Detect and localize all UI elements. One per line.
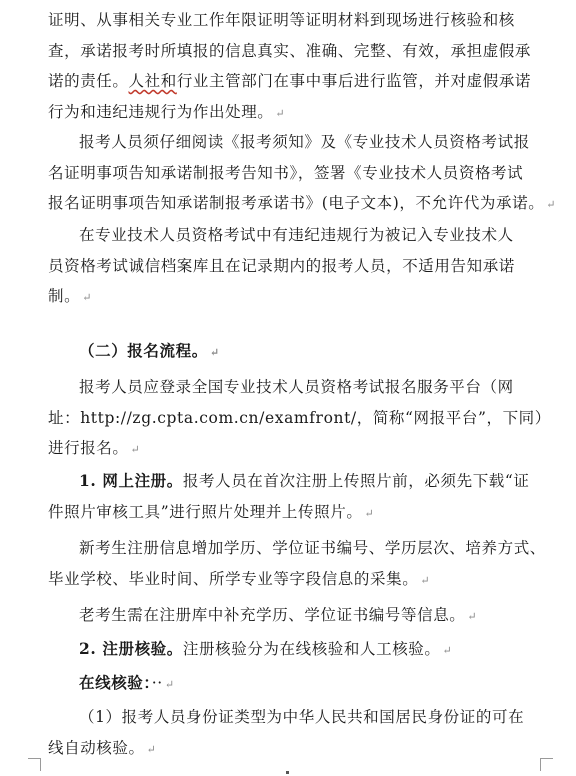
text-line: （1）报考人员身份证类型为中华人民共和国居民身份证的可在 bbox=[79, 708, 525, 726]
text-line: 员资格考试诚信档案库且在记录期内的报考人员，不适用告知承诺 bbox=[48, 256, 515, 275]
text-line: 在专业技术人员资格考试中有违纪违规行为被记入专业技术人 bbox=[79, 226, 514, 244]
text-line: 查，承诺报考时所填报的信息真实、准确、完整、有效，承担虚假承 bbox=[48, 41, 532, 60]
text-line: 报考人员应登录全国专业技术人员资格考试报名服务平台（网 bbox=[79, 378, 514, 396]
paragraph-online-registration bbox=[48, 466, 538, 529]
text-line: 行为和违纪违规行为作出处理。 ↵ bbox=[48, 102, 286, 121]
text-line: 在线核验：·· ↵ bbox=[79, 673, 175, 692]
margin-corner-marker bbox=[28, 758, 41, 771]
text-line: 老考生需在注册库中补充学历、学位证书编号等信息。 ↵ bbox=[79, 606, 478, 624]
paragraph-read-notice bbox=[48, 127, 557, 221]
text-line: 址：http://zg.cpta.com.cn/examfront/，简称“网报平台”，下同） bbox=[48, 408, 551, 427]
margin-corner-marker bbox=[540, 758, 553, 771]
text-line: 证明、从事相关专业工作年限证明等证明材料到现场进行核验和核 bbox=[48, 11, 515, 29]
text-line: 件照片审核工具”进行照片处理并上传照片。 ↵ bbox=[48, 502, 375, 521]
paragraph-mark-icon: ↵ bbox=[130, 443, 141, 456]
paragraph-mark-icon: ↵ bbox=[364, 506, 375, 520]
text-line: 线自动核验。 ↵ bbox=[48, 738, 157, 757]
text-line: 制。 ↵ bbox=[48, 287, 93, 305]
section-heading-registration-process bbox=[48, 336, 538, 369]
paragraph-registration-verification bbox=[48, 634, 538, 667]
paragraph-mark-icon: ↵ bbox=[209, 346, 220, 359]
text-line: 1. 网上注册。报考人员在首次注册上传照片前，必须先下载“证 bbox=[79, 471, 530, 490]
paragraph-mark-icon: ↵ bbox=[146, 742, 157, 756]
subheading-online-verification bbox=[48, 668, 538, 701]
paragraph-mark-icon: ↵ bbox=[467, 610, 478, 623]
paragraph-mark-icon: ↵ bbox=[82, 291, 93, 304]
step-label: 2. 注册核验。 bbox=[79, 639, 183, 658]
text-line: 报考人员须仔细阅读《报考须知》及《专业技术人员资格考试报 bbox=[79, 133, 530, 151]
text-line: 诺的责任。人社和行业主管部门在事中事后进行监管，并对虚假承诺 bbox=[48, 72, 532, 90]
paragraph-id-card-verification bbox=[48, 702, 538, 765]
paragraph-mark-icon: ↵ bbox=[546, 198, 557, 211]
paragraph-mark-icon: ↵ bbox=[275, 106, 286, 120]
paragraph-platform bbox=[48, 372, 551, 466]
paragraph-mark-icon: ↵ bbox=[420, 573, 431, 587]
text-line: 新考生注册信息增加学历、学位证书编号、学历层次、培养方式、 bbox=[79, 539, 546, 557]
text-line: 2. 注册核验。注册核验分为在线核验和人工核验。 ↵ bbox=[79, 639, 453, 658]
paragraph-new-candidates bbox=[48, 533, 546, 596]
text-line: （二）报名流程。 ↵ bbox=[79, 341, 220, 360]
paragraph-mark-icon: ↵ bbox=[164, 678, 175, 691]
text-line: 毕业学校、毕业时间、所学专业等字段信息的采集。 ↵ bbox=[48, 569, 431, 588]
paragraph-mark-icon: ↵ bbox=[442, 644, 453, 657]
paragraph-returning-candidates bbox=[48, 600, 538, 633]
text-line: 进行报名。 ↵ bbox=[48, 439, 141, 457]
paragraph-exclusion bbox=[48, 220, 538, 314]
page-dot bbox=[286, 771, 289, 774]
spellcheck-underline: 人社和 bbox=[128, 72, 177, 90]
paragraph-commitment bbox=[48, 5, 538, 129]
text-line: 报名证明事项告知承诺制报考承诺书》(电子文本)，不允许代为承诺。 ↵ bbox=[48, 194, 557, 212]
text-line: 名证明事项告知承诺制报考告知书》，签署《专业技术人员资格考试 bbox=[48, 163, 524, 182]
step-label: 1. 网上注册。 bbox=[79, 471, 183, 490]
